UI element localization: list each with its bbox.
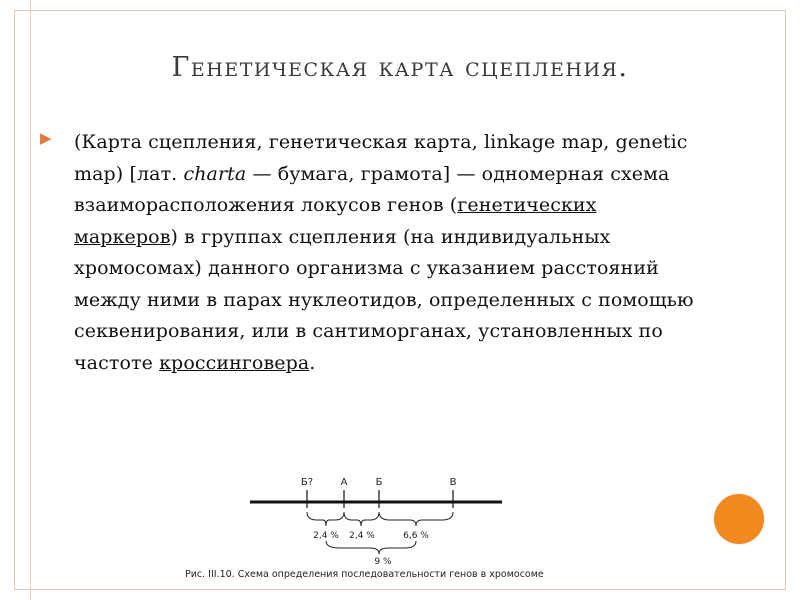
bullet-icon: ▶ (40, 129, 52, 147)
locus-label-a: А (340, 477, 348, 488)
figure-caption: Рис. III.10. Схема определения последовательности генов в хромосоме (185, 569, 544, 580)
gene-map-figure (180, 468, 580, 593)
text-part3: ) в группах сцепления (на индивидуальных хромосомах) данного организма с указанием расстояний между ними в парах нуклеотидов, определенных с помощью секвенирования, или в сантиморганах, установленных по частоте (74, 225, 694, 374)
distance-3: 6,6 % (403, 531, 429, 541)
text-part2: — бумага, грамота] — одномерная схема взаиморасположения локусов генов ( (74, 162, 670, 216)
locus-label-v: В (449, 477, 457, 488)
slide-content (40, 127, 700, 379)
locus-label-b-q: Б? (300, 477, 314, 488)
distance-2: 2,4 % (349, 531, 375, 541)
decorative-orange-circle (714, 494, 764, 544)
text-part1: (Карта сцепления, генетическая карта, linkage map, genetic map) [лат. (74, 131, 688, 185)
distance-total: 9 % (374, 557, 392, 567)
brace-2 (344, 512, 379, 526)
text-part4: . (309, 351, 316, 374)
definition-paragraph (74, 127, 700, 379)
link-genetic-markers[interactable]: генетических маркеров (74, 194, 597, 248)
brace-3 (379, 512, 453, 526)
link-crossing-over[interactable]: кроссинговера (159, 351, 310, 374)
distance-1: 2,4 % (313, 531, 339, 541)
decorative-line (30, 0, 31, 600)
charta-term: charta (183, 162, 247, 185)
locus-label-b: Б (375, 477, 383, 488)
slide-title: Генетическая карта сцепления. (171, 52, 629, 83)
brace-1 (307, 512, 344, 526)
brace-total (326, 541, 416, 554)
